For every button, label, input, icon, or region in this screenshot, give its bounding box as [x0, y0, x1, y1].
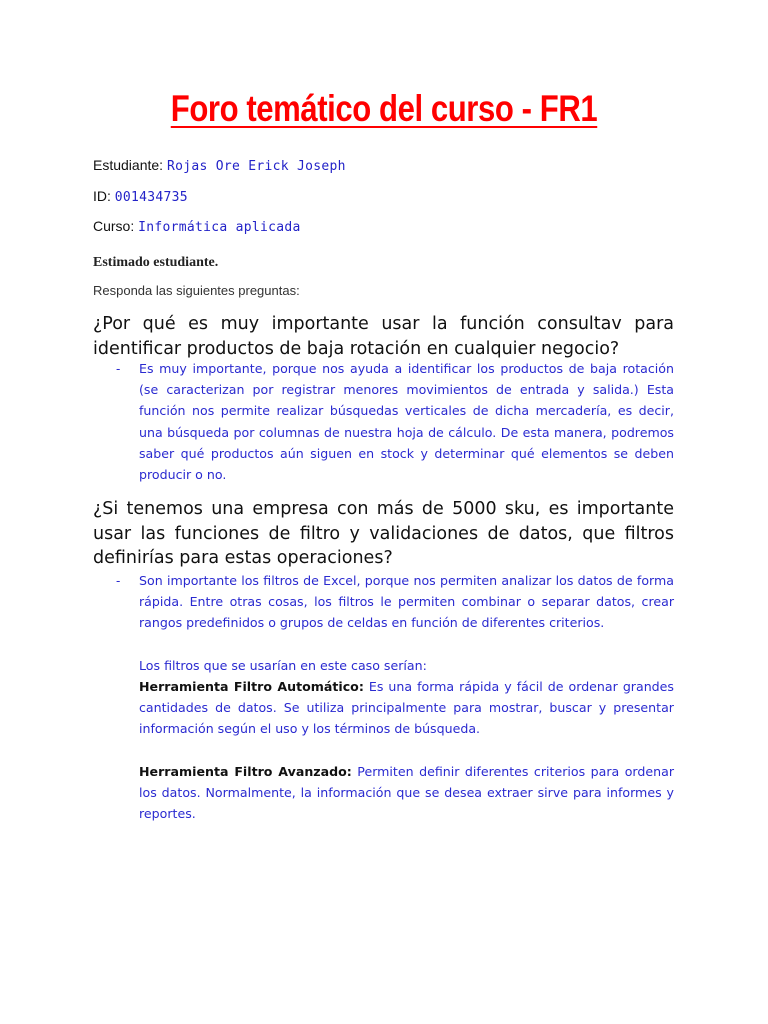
course-label: Curso: — [93, 218, 135, 234]
student-value: Rojas Ore Erick Joseph — [166, 159, 346, 174]
student-line — [93, 157, 346, 174]
id-label: ID: — [93, 188, 111, 204]
id-line — [93, 188, 188, 205]
id-value: 001434735 — [114, 190, 188, 205]
advanced-filter-label: Herramienta Filtro Avanzado: — [139, 763, 352, 779]
auto-filter-label: Herramienta Filtro Automático: — [139, 679, 364, 694]
answer-2-text: Son importante los filtros de Excel, porque nos permiten analizar los datos de forma rápida. Entre otras cosas, los filtros le permiten combinar o separar datos, crear rangos predefinidos o grupos de celdas en función de diferentes criterios. — [139, 573, 674, 631]
advanced-filter-text: Permiten definir diferentes criterios para ordenar los datos. Normalmente, la información que se desea extraer sirve para informes y reportes. — [139, 763, 675, 822]
question-2: ¿Si tenemos una empresa con más de 5000 sku, es importante usar las funciones de filtro y validaciones de datos, que filtros definirías para estas operaciones? — [93, 499, 674, 568]
auto-filter-paragraph — [139, 676, 674, 740]
question-1: ¿Por qué es muy importante usar la función consultav para identificar productos de baja rotación en cualquier negocio? — [93, 314, 674, 359]
auto-filter-text: Es una forma rápida y fácil de ordenar grandes cantidades de datos. Se utiliza principalmente para mostrar, buscar y presentar información según el uso y los términos de búsqueda. — [139, 679, 674, 737]
filters-intro: Los filtros que se usarían en este caso serían: — [139, 657, 427, 673]
student-label: Estudiante: — [93, 157, 164, 173]
answer-2 — [139, 570, 674, 824]
course-value: Informática aplicada — [138, 220, 301, 235]
answer-1 — [139, 358, 674, 485]
page-title: Foro temático del curso - FR1 — [170, 88, 598, 129]
course-line — [93, 218, 301, 235]
advanced-filter-paragraph — [139, 761, 674, 825]
bullet-2: - — [116, 573, 121, 588]
answer-1-text: Es muy importante, porque nos ayuda a identificar los productos de baja rotación (se caracterizan por registrar menores movimientos de entrada y salida.) Esta función nos permite realizar búsquedas verticales de dicha mercadería, es decir, una búsqueda por columnas de nuestra hoja de cálculo. De esta manera, podremos saber qué productos aún siguen en stock y determinar qué elementos se deben producir o no. — [139, 361, 674, 483]
bullet-1: - — [116, 361, 121, 376]
instruction: Responda las siguientes preguntas: — [93, 283, 300, 298]
greeting: Estimado estudiante. — [93, 255, 219, 270]
